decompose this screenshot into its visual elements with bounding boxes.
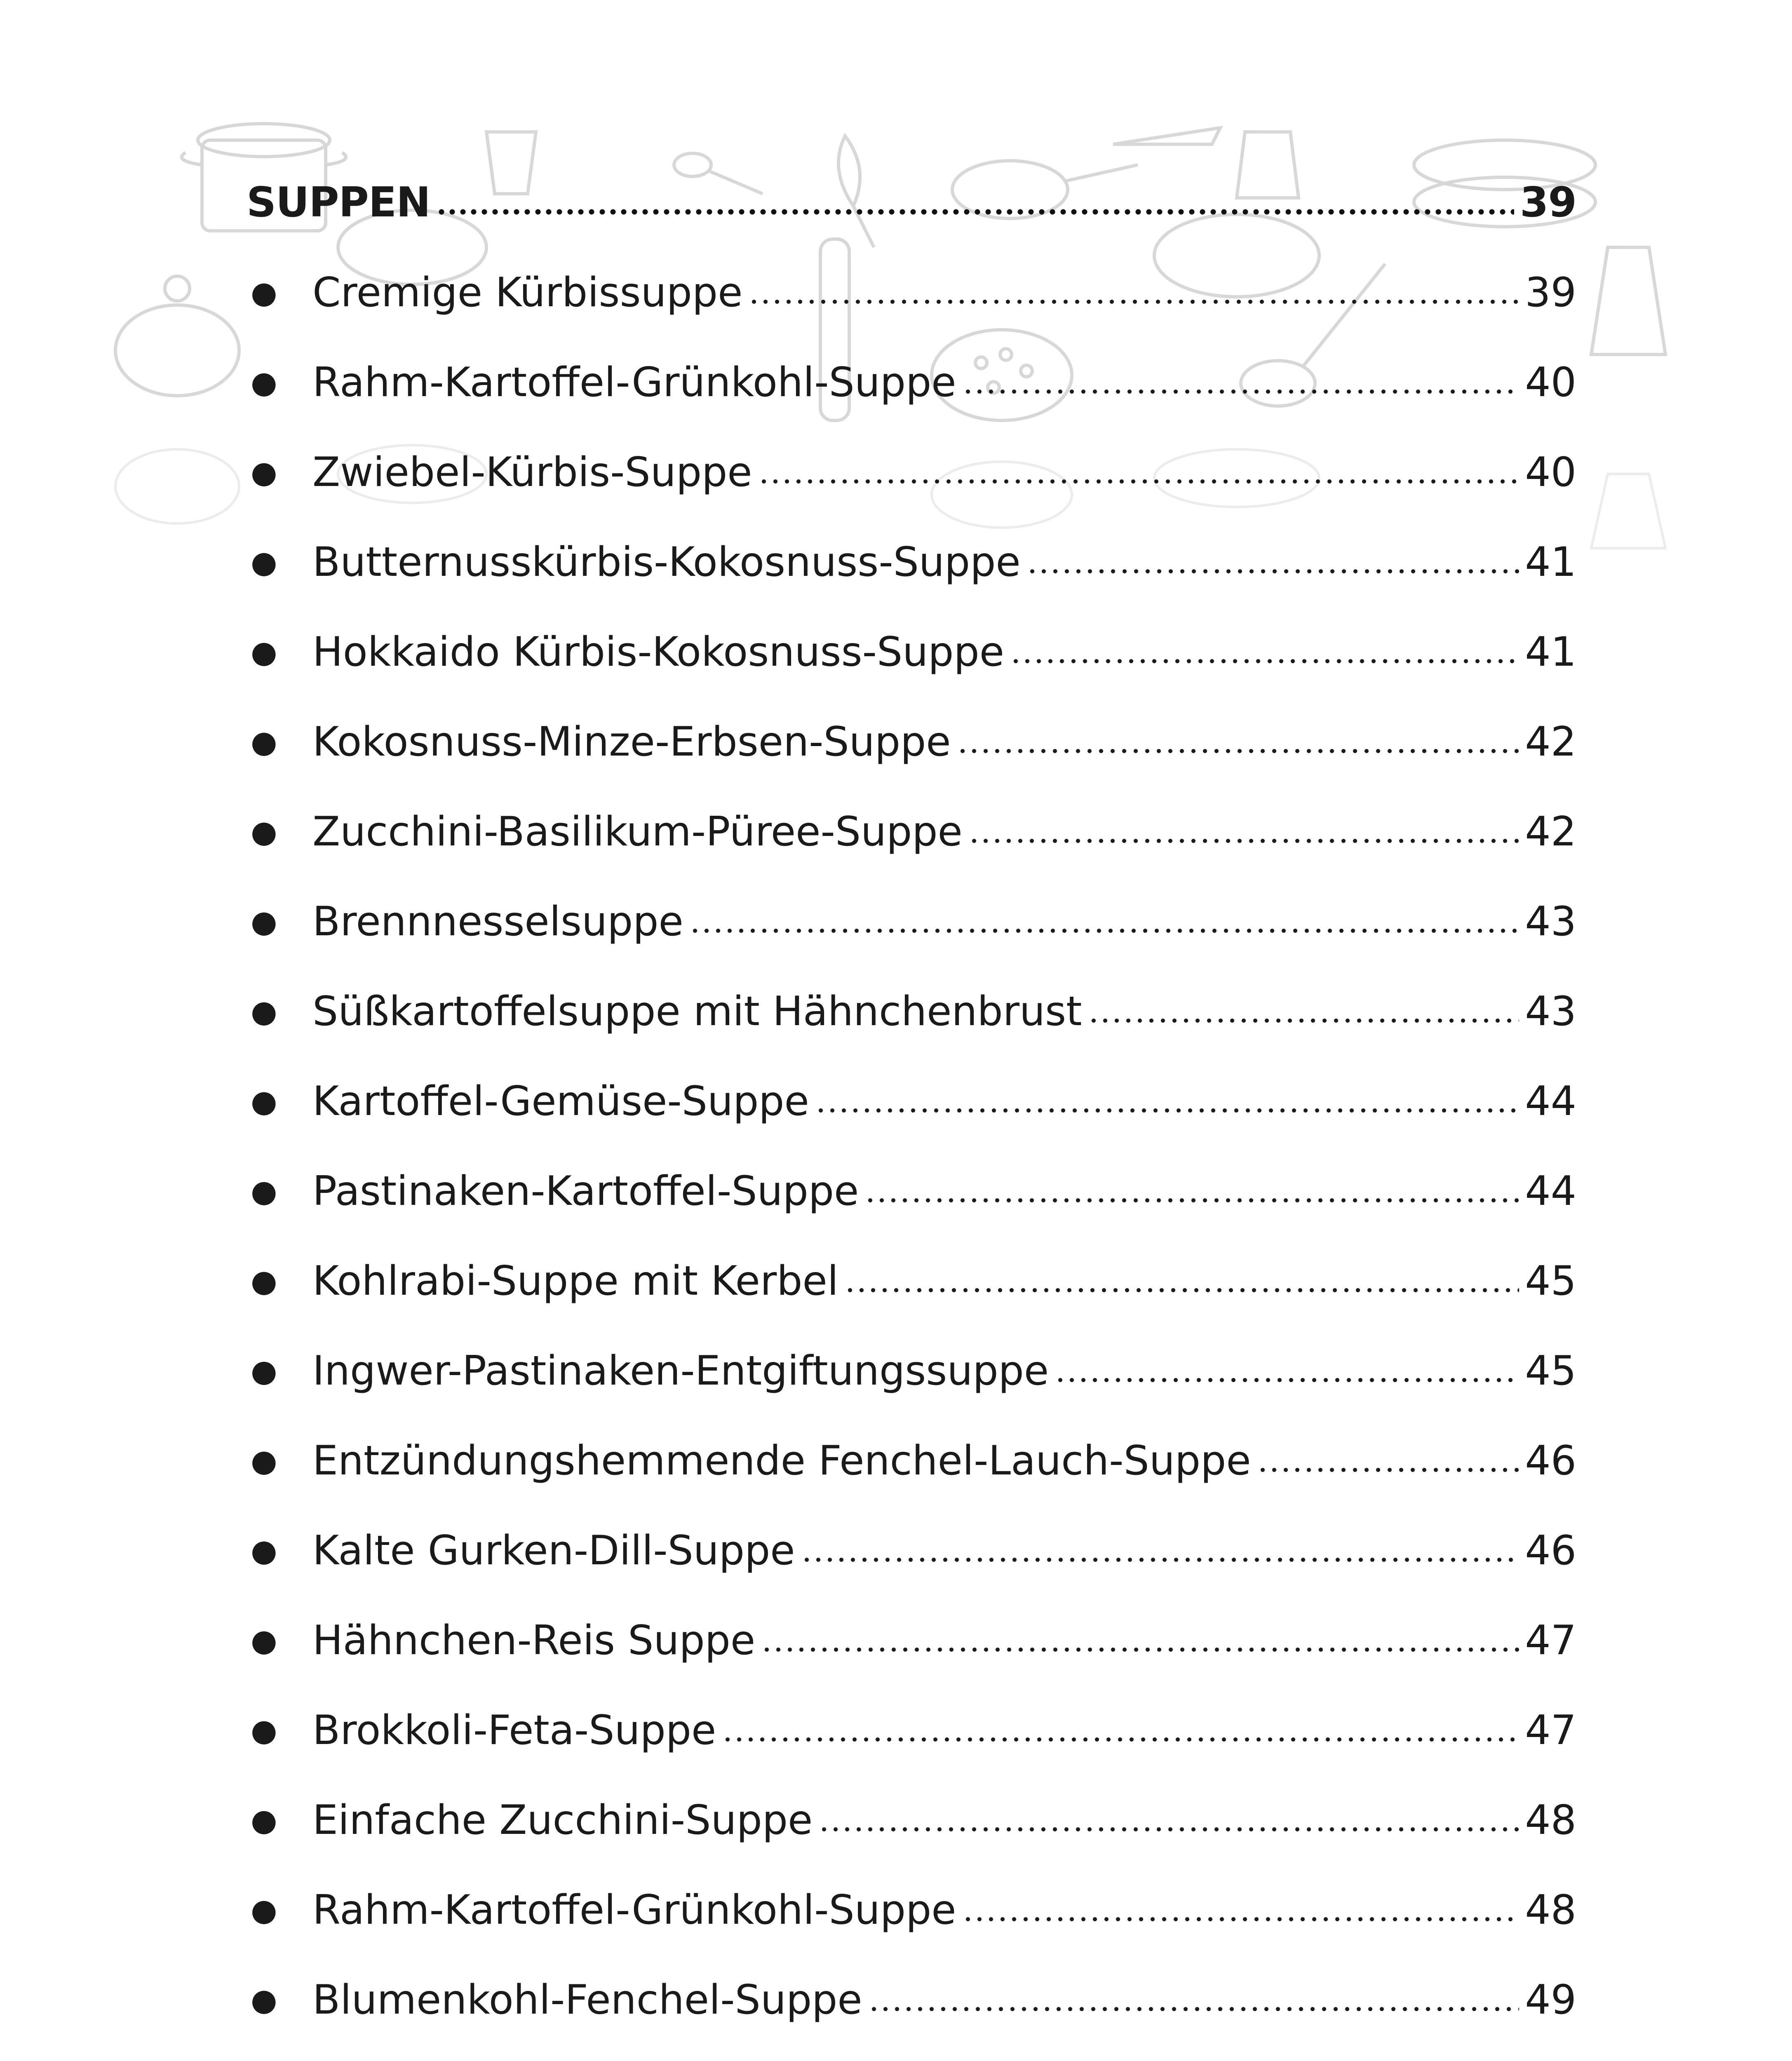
bullet-icon: ●: [251, 1443, 277, 1479]
entry-title: Einfache Zucchini-Suppe: [312, 1797, 813, 1844]
entry-title: Süßkartoffelsuppe mit Hähnchenbrust: [312, 988, 1082, 1035]
bullet-icon: ●: [251, 1084, 277, 1119]
entry-page-number: 45: [1525, 1347, 1576, 1394]
entry-title: Hokkaido Kürbis-Kokosnuss-Suppe: [312, 629, 1005, 676]
entry-title: Kohlrabi-Suppe mit Kerbel: [312, 1258, 838, 1305]
entry-page-number: 42: [1525, 808, 1576, 855]
entry-title: Pastinaken-Kartoffel-Suppe: [312, 1168, 859, 1215]
entry-page-number: 44: [1525, 1078, 1576, 1125]
bullet-icon: ●: [251, 1353, 277, 1389]
toc-entry[interactable]: [247, 1162, 1576, 1220]
entry-title: Ingwer-Pastinaken-Entgiftungssuppe: [312, 1347, 1049, 1394]
toc-entry[interactable]: [247, 1971, 1576, 2029]
bullet-icon: ●: [251, 1892, 277, 1928]
entry-title: Kokosnuss-Minze-Erbsen-Suppe: [312, 718, 951, 765]
knife-icon: [1113, 128, 1220, 144]
dot-leader: [801, 1556, 1520, 1564]
bullet-icon: ●: [251, 275, 277, 310]
toc-entry[interactable]: [247, 1612, 1576, 1669]
entry-title: Kartoffel-Gemüse-Suppe: [312, 1078, 809, 1125]
entry-title: Rahm-Kartoffel-Grünkohl-Suppe: [312, 359, 956, 406]
bullet-icon: ●: [251, 1174, 277, 1209]
dot-leader: [761, 1646, 1519, 1654]
toc-entry[interactable]: [247, 1252, 1576, 1310]
toc-entry[interactable]: [247, 893, 1576, 951]
bullet-icon: ●: [251, 365, 277, 400]
bullet-icon: ●: [251, 455, 277, 490]
dot-leader: [864, 1196, 1519, 1204]
dot-leader: [957, 747, 1520, 755]
dot-leader: [968, 837, 1519, 845]
entry-page-number: 46: [1525, 1437, 1576, 1484]
toc-entry[interactable]: [247, 983, 1576, 1040]
entry-title: Hähnchen-Reis Suppe: [312, 1617, 756, 1664]
entry-page-number: 40: [1525, 449, 1576, 496]
bullet-icon: ●: [251, 1803, 277, 1838]
dot-leader: [1010, 657, 1519, 665]
entry-page-number: 44: [1525, 1168, 1576, 1215]
dot-leader: [844, 1286, 1519, 1294]
dot-leader: [748, 298, 1519, 306]
dot-leader: [868, 2005, 1520, 2013]
dot-leader: [962, 1915, 1520, 1923]
entry-page-number: 43: [1525, 988, 1576, 1035]
bullet-icon: ●: [251, 1713, 277, 1748]
dot-leader: [962, 387, 1520, 396]
dot-leader: [815, 1106, 1519, 1115]
bullet-icon: ●: [251, 1263, 277, 1299]
toc-entry[interactable]: [247, 264, 1576, 322]
toc-entry[interactable]: [247, 1432, 1576, 1490]
toc-entry[interactable]: [247, 803, 1576, 861]
entry-title: Butternusskürbis-Kokosnuss-Suppe: [312, 539, 1021, 586]
toc-entry[interactable]: [247, 1791, 1576, 1849]
dot-leader: [689, 927, 1519, 935]
bullet-icon: ●: [251, 814, 277, 850]
toc-entry[interactable]: [247, 444, 1576, 501]
entry-page-number: 45: [1525, 1258, 1576, 1305]
entry-page-number: 43: [1525, 898, 1576, 945]
toc-entry[interactable]: [247, 1522, 1576, 1580]
entry-page-number: 40: [1525, 359, 1576, 406]
entry-title: Brokkoli-Feta-Suppe: [312, 1707, 716, 1754]
bullet-icon: ●: [251, 1982, 277, 2018]
entry-page-number: 47: [1525, 1617, 1576, 1664]
dot-leader: [1026, 567, 1520, 575]
toc-entry[interactable]: [247, 1342, 1576, 1400]
dot-leader: [1055, 1376, 1519, 1384]
entry-title: Kalte Gurken-Dill-Suppe: [312, 1527, 795, 1574]
toc-section-heading[interactable]: [247, 173, 1576, 231]
bullet-icon: ●: [251, 994, 277, 1029]
entry-page-number: 42: [1525, 718, 1576, 765]
entry-title: Cremige Kürbissuppe: [312, 269, 743, 316]
dot-leader: [818, 1825, 1519, 1833]
dot-leader: [1088, 1016, 1520, 1025]
entry-page-number: 47: [1525, 1707, 1576, 1754]
dot-leader: [758, 477, 1520, 486]
entry-page-number: 41: [1525, 629, 1576, 676]
dot-leader: [436, 208, 1514, 216]
entry-page-number: 48: [1525, 1797, 1576, 1844]
lidded-pot-icon: [115, 276, 239, 396]
toc-entry[interactable]: [247, 354, 1576, 411]
bullet-icon: ●: [251, 545, 277, 580]
bullet-icon: ●: [251, 904, 277, 939]
entry-title: Zucchini-Basilikum-Püree-Suppe: [312, 808, 963, 855]
bullet-icon: ●: [251, 724, 277, 760]
toc-entry[interactable]: [247, 1073, 1576, 1130]
toc-entry[interactable]: [247, 1881, 1576, 1939]
grater-icon: [1591, 247, 1665, 354]
section-page-number: 39: [1520, 178, 1576, 226]
entry-page-number: 49: [1525, 1976, 1576, 2023]
toc-entry[interactable]: [247, 713, 1576, 771]
bullet-icon: ●: [251, 1623, 277, 1658]
entry-title: Entzündungshemmende Fenchel-Lauch-Suppe: [312, 1437, 1251, 1484]
dot-leader: [1257, 1466, 1520, 1474]
entry-title: Zwiebel-Kürbis-Suppe: [312, 449, 752, 496]
section-title: SUPPEN: [247, 178, 430, 226]
entry-page-number: 46: [1525, 1527, 1576, 1574]
dot-leader: [722, 1735, 1519, 1744]
entry-page-number: 48: [1525, 1887, 1576, 1934]
entry-title: Rahm-Kartoffel-Grünkohl-Suppe: [312, 1887, 956, 1934]
entry-title: Brennnesselsuppe: [312, 898, 683, 945]
toc-entry[interactable]: [247, 533, 1576, 591]
toc-entry[interactable]: [247, 623, 1576, 681]
bullet-icon: ●: [251, 634, 277, 670]
entry-page-number: 39: [1525, 269, 1576, 316]
bullet-icon: ●: [251, 1533, 277, 1568]
toc-entry[interactable]: [247, 1702, 1576, 1759]
entry-page-number: 41: [1525, 539, 1576, 586]
entry-title: Blumenkohl-Fenchel-Suppe: [312, 1976, 862, 2023]
